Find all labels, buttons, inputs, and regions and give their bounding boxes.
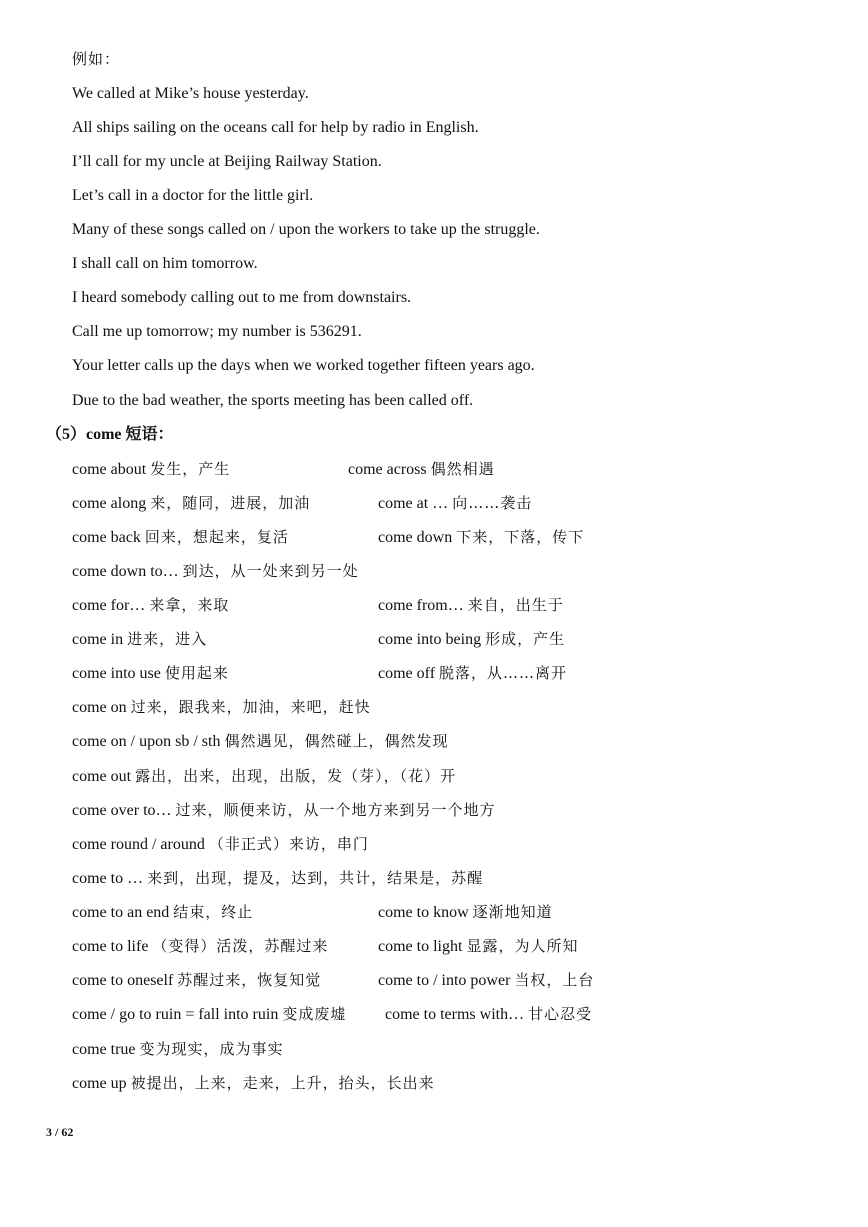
phrase-en: come in xyxy=(72,631,124,648)
phrase-row xyxy=(72,970,595,991)
phrase-zh: 到达，从一处来到另一处 xyxy=(182,562,359,580)
example-sentence: I heard somebody calling out to me from downstairs. xyxy=(72,289,412,306)
phrase-zh: 变为现实，成为事实 xyxy=(139,1040,284,1058)
phrase-en: come up xyxy=(72,1075,127,1092)
phrase-en: come to know xyxy=(378,904,469,921)
phrase-zh: 发生，产生 xyxy=(150,460,231,478)
section-heading: （5）come 短语： xyxy=(46,426,174,443)
phrase-row xyxy=(72,1039,284,1060)
phrase-en: come into being xyxy=(378,631,482,648)
phrase-zh: 来，随同，进展，加油 xyxy=(150,494,311,512)
phrase-row xyxy=(72,595,564,616)
phrase-row xyxy=(72,697,371,718)
phrase-zh: 下来，下落，传下 xyxy=(456,528,585,546)
phrase-zh: （变得）活泼，苏醒过来 xyxy=(152,937,329,955)
phrase-row xyxy=(72,527,585,548)
phrase-zh: 脱落，从……离开 xyxy=(439,664,568,682)
phrase-zh: 甘心忍受 xyxy=(528,1005,593,1023)
phrase-row xyxy=(72,936,579,957)
phrase-zh: 显露，为人所知 xyxy=(466,937,579,955)
phrase-en: come round / around xyxy=(72,836,205,853)
phrase-zh: 被提出，上来，走来，上升，抬头，长出来 xyxy=(130,1074,435,1092)
phrase-en: come for… xyxy=(72,597,146,614)
phrase-en: come / go to ruin = fall into ruin xyxy=(72,1006,279,1023)
phrase-en: come over to… xyxy=(72,802,172,819)
phrase-en: come to terms with… xyxy=(385,1006,525,1023)
phrase-en: come to light xyxy=(378,938,463,955)
phrase-en: come into use xyxy=(72,665,161,682)
example-sentence: I’ll call for my uncle at Beijing Railway Station. xyxy=(72,153,382,170)
phrase-zh: 来拿，来取 xyxy=(149,596,230,614)
phrase-en: come back xyxy=(72,529,141,546)
phrase-en: come to oneself xyxy=(72,972,174,989)
phrase-row xyxy=(72,766,456,787)
phrase-en: come to / into power xyxy=(378,972,511,989)
phrase-zh: 露出，出来，出现，出版，发（芽），（花）开 xyxy=(135,767,457,785)
phrase-row xyxy=(72,902,553,923)
intro-label: 例如： xyxy=(72,50,121,68)
phrase-zh: 向……袭击 xyxy=(452,494,533,512)
example-sentence: Due to the bad weather, the sports meeting has been called off. xyxy=(72,392,474,409)
phrase-zh: 苏醒过来，恢复知觉 xyxy=(177,971,322,989)
phrase-en: come to … xyxy=(72,870,144,887)
example-sentence: Many of these songs called on / upon the workers to take up the struggle. xyxy=(72,221,540,238)
phrase-row xyxy=(72,868,483,889)
phrase-row xyxy=(72,493,533,514)
phrase-en: come about xyxy=(72,461,147,478)
phrase-en: come true xyxy=(72,1041,136,1058)
phrase-zh: （非正式）来访，串门 xyxy=(208,835,369,853)
phrase-zh: 来自，出生于 xyxy=(467,596,564,614)
example-sentence: We called at Mike’s house yesterday. xyxy=(72,85,309,102)
phrase-zh: 偶然遇见，偶然碰上，偶然发现 xyxy=(224,732,449,750)
phrase-zh: 进来，进入 xyxy=(127,630,208,648)
phrase-en: come down xyxy=(378,529,453,546)
phrase-row xyxy=(72,800,496,821)
example-sentence: Your letter calls up the days when we worked together fifteen years ago. xyxy=(72,357,535,374)
phrase-en: come to an end xyxy=(72,904,170,921)
phrase-zh: 回来，想起来，复活 xyxy=(144,528,289,546)
phrase-zh: 当权，上台 xyxy=(514,971,595,989)
example-sentence: I shall call on him tomorrow. xyxy=(72,255,258,272)
phrase-en: come across xyxy=(348,461,427,478)
phrase-row xyxy=(72,459,495,480)
phrase-row xyxy=(72,629,566,650)
phrase-row xyxy=(72,663,568,684)
phrase-row xyxy=(72,731,448,752)
phrase-en: come on xyxy=(72,699,127,716)
phrase-en: come down to… xyxy=(72,563,179,580)
phrase-zh: 形成，产生 xyxy=(485,630,566,648)
phrase-row xyxy=(72,561,359,582)
phrase-row xyxy=(72,1073,435,1094)
phrase-zh: 结束，终止 xyxy=(173,903,254,921)
example-sentence: Let’s call in a doctor for the little girl. xyxy=(72,187,314,204)
phrase-zh: 变成废墟 xyxy=(282,1005,347,1023)
phrase-zh: 过来，跟我来，加油，来吧，赶快 xyxy=(130,698,371,716)
phrase-en: come out xyxy=(72,768,132,785)
phrase-row xyxy=(72,834,369,855)
phrase-en: come along xyxy=(72,495,147,512)
phrase-en: come on / upon sb / sth xyxy=(72,733,221,750)
phrase-zh: 过来，顺便来访，从一个地方来到另一个地方 xyxy=(175,801,496,819)
phrase-en: come to life xyxy=(72,938,149,955)
phrase-zh: 偶然相遇 xyxy=(430,460,495,478)
phrase-zh: 来到，出现，提及，达到，共计，结果是，苏醒 xyxy=(147,869,484,887)
page-number: 3 / 62 xyxy=(46,1125,74,1139)
phrase-zh: 逐渐地知道 xyxy=(472,903,553,921)
phrase-en: come from… xyxy=(378,597,464,614)
phrase-row xyxy=(72,1004,593,1025)
phrase-en: come at … xyxy=(378,495,449,512)
example-sentence: All ships sailing on the oceans call for help by radio in English. xyxy=(72,119,479,136)
example-sentence: Call me up tomorrow; my number is 536291. xyxy=(72,323,362,340)
phrase-zh: 使用起来 xyxy=(164,664,229,682)
phrase-en: come off xyxy=(378,665,436,682)
